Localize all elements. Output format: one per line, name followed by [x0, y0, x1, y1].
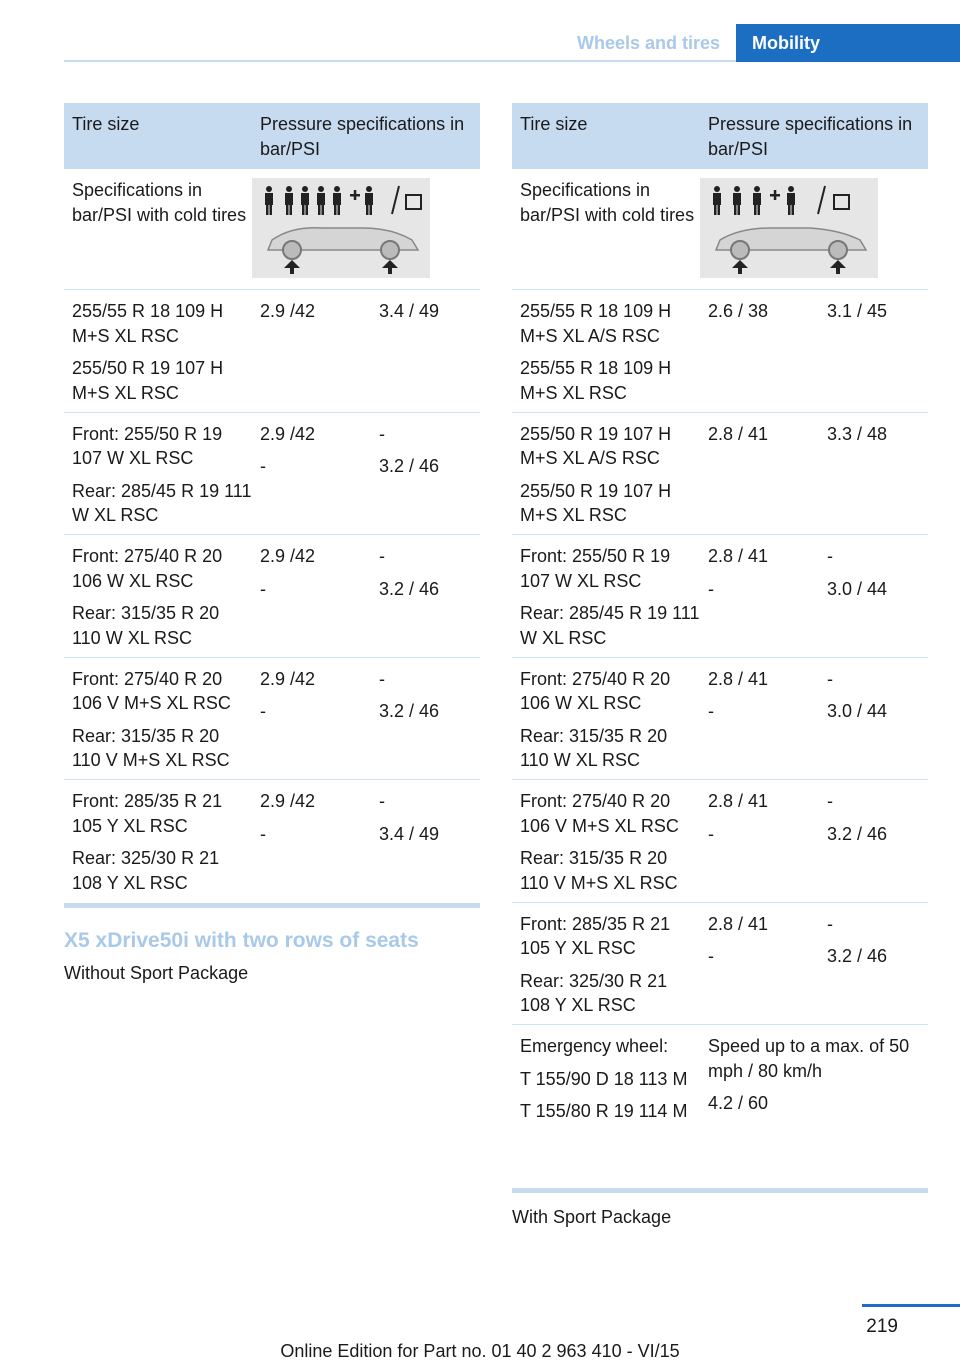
- pressure-value: -: [708, 946, 714, 966]
- header-chapter-mobility[interactable]: Mobility: [736, 24, 960, 62]
- pressure-value: -: [827, 668, 833, 689]
- table-header: [512, 103, 928, 169]
- tire-size: 255/55 R 18 109 H M+S XL RSC: [520, 358, 672, 403]
- table-header: [64, 103, 480, 169]
- table-row: [64, 658, 480, 781]
- pressure-table-right: [512, 103, 928, 1193]
- pressure-value: 3.0 / 44: [827, 578, 888, 599]
- pressure-value: 3.2 / 46: [827, 823, 888, 844]
- table-row: [64, 535, 480, 658]
- pressure-value: 3.2 / 46: [379, 701, 440, 721]
- load-diagram-image: [252, 178, 430, 278]
- header-section-wheels-and-tires[interactable]: Wheels and tires: [576, 33, 720, 53]
- header-tire-size: Tire size: [72, 114, 140, 134]
- pressure-value: -: [827, 546, 833, 566]
- pressure-value: -: [708, 823, 714, 844]
- tire-size: Front: 275/40 R 20 106 W XL RSC: [520, 668, 671, 713]
- table-row: [512, 780, 928, 903]
- table-end-bar: [512, 1188, 928, 1193]
- pressure-value: 2.8 / 41: [708, 791, 769, 811]
- spec-label: Specifications in bar/PSI with cold tires: [72, 180, 247, 225]
- pressure-value: -: [379, 668, 385, 689]
- table-end-bar: [64, 903, 480, 908]
- pressure-value: -: [827, 791, 833, 811]
- table-row: [512, 290, 928, 413]
- section-title: X5 xDrive50i with two rows of seats: [64, 929, 419, 952]
- pressure-value: 3.1 / 45: [827, 301, 888, 321]
- table-row: [512, 535, 928, 658]
- table-row: [512, 658, 928, 781]
- car-load-icon: [700, 178, 878, 278]
- subheading-without-sport-package: Without Sport Package: [64, 963, 249, 983]
- tire-size: 255/50 R 19 107 H M+S XL RSC: [72, 358, 224, 403]
- subheading-with-sport-package: With Sport Package: [512, 1207, 672, 1227]
- pressure-value: 4.2 / 60: [708, 1093, 769, 1113]
- tire-size: Front: 255/50 R 19 107 W XL RSC: [72, 423, 223, 468]
- table-row: [512, 413, 928, 536]
- car-load-icon: [252, 178, 430, 278]
- pressure-value: 2.8 / 41: [708, 546, 769, 566]
- pressure-value: -: [260, 578, 266, 599]
- tire-size: Rear: 325/30 R 21 108 Y XL RSC: [72, 848, 220, 893]
- pressure-value: 3.3 / 48: [827, 423, 888, 444]
- pressure-value: 3.0 / 44: [827, 701, 888, 721]
- pressure-value: 3.2 / 46: [827, 946, 888, 966]
- pressure-value: -: [708, 701, 714, 721]
- tire-size: T 155/80 R 19 114 M: [520, 1101, 688, 1121]
- pressure-value: 2.6 / 38: [708, 301, 769, 321]
- tire-size: Front: 275/40 R 20 106 V M+S XL RSC: [520, 791, 679, 836]
- tire-size: Rear: 285/45 R 19 111 W XL RSC: [72, 480, 252, 525]
- pressure-value: -: [379, 546, 385, 566]
- tire-size: Front: 285/35 R 21 105 Y XL RSC: [72, 791, 223, 836]
- pressure-value: 2.9 /42: [260, 423, 316, 444]
- spec-row: [512, 169, 928, 290]
- pressure-value: 2.9 /42: [260, 791, 316, 811]
- pressure-value: 2.8 / 41: [708, 423, 769, 444]
- tire-size: Front: 255/50 R 19 107 W XL RSC: [520, 546, 671, 591]
- tire-size: Front: 285/35 R 21 105 Y XL RSC: [520, 913, 671, 958]
- pressure-value: 3.4 / 49: [379, 301, 440, 321]
- load-diagram-image: [700, 178, 878, 278]
- tire-size: Rear: 315/35 R 20 110 V M+S XL RSC: [72, 725, 230, 770]
- spec-row: [64, 169, 480, 290]
- tire-size: Rear: 315/35 R 20 110 W XL RSC: [520, 725, 668, 770]
- table-row: [64, 290, 480, 413]
- tire-size: Rear: 315/35 R 20 110 W XL RSC: [72, 603, 220, 648]
- speed-limit-note: Speed up to a max. of 50 mph / 80 km/h: [708, 1036, 910, 1081]
- page-number: 219: [866, 1316, 898, 1337]
- footer-rule: [862, 1304, 960, 1307]
- pressure-table-left: [64, 103, 480, 908]
- table-row: [64, 413, 480, 536]
- tire-size: T 155/90 D 18 113 M: [520, 1068, 688, 1089]
- tire-size: 255/55 R 18 109 H M+S XL A/S RSC: [520, 301, 672, 346]
- pressure-value: 2.9 /42: [260, 546, 316, 566]
- pressure-value: 2.8 / 41: [708, 668, 769, 689]
- tire-size: Rear: 285/45 R 19 111 W XL RSC: [520, 603, 700, 648]
- table-row-emergency-wheel: [512, 1025, 928, 1188]
- pressure-value: -: [379, 423, 385, 444]
- pressure-value: -: [379, 791, 385, 811]
- pressure-value: -: [708, 578, 714, 599]
- emergency-wheel-label: Emergency wheel:: [520, 1036, 669, 1056]
- footer-edition-text: Online Edition for Part no. 01 40 2 963 410 - VI/15: [280, 1341, 680, 1361]
- tire-size: 255/55 R 18 109 H M+S XL RSC: [72, 301, 224, 346]
- tire-size: Rear: 315/35 R 20 110 V M+S XL RSC: [520, 848, 678, 893]
- table-row: [64, 780, 480, 903]
- header-tire-size: Tire size: [520, 114, 588, 134]
- header-pressure: Pressure specifications in bar/PSI: [260, 114, 465, 159]
- tire-size: Front: 275/40 R 20 106 V M+S XL RSC: [72, 668, 231, 713]
- header-pressure: Pressure specifications in bar/PSI: [708, 114, 913, 159]
- tire-size: 255/50 R 19 107 H M+S XL RSC: [520, 480, 672, 525]
- tire-size: Rear: 325/30 R 21 108 Y XL RSC: [520, 970, 668, 1015]
- pressure-value: 2.9 /42: [260, 301, 316, 321]
- tire-size: 255/50 R 19 107 H M+S XL A/S RSC: [520, 423, 672, 468]
- pressure-value: 2.8 / 41: [708, 913, 769, 934]
- pressure-value: -: [260, 456, 266, 476]
- pressure-value: -: [260, 701, 266, 721]
- pressure-value: 3.4 / 49: [379, 823, 440, 844]
- pressure-value: 3.2 / 46: [379, 578, 440, 599]
- pressure-value: -: [260, 823, 266, 844]
- pressure-value: 3.2 / 46: [379, 456, 440, 476]
- tire-size: Front: 275/40 R 20 106 W XL RSC: [72, 546, 223, 591]
- spec-label: Specifications in bar/PSI with cold tires: [520, 180, 695, 225]
- pressure-value: -: [827, 913, 833, 934]
- table-row: [512, 903, 928, 1026]
- pressure-value: 2.9 /42: [260, 668, 316, 689]
